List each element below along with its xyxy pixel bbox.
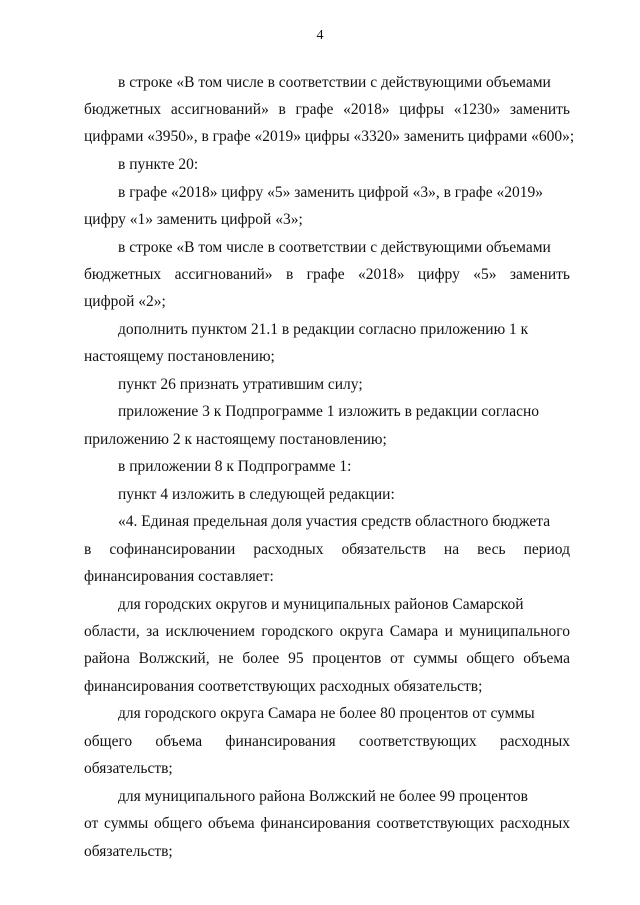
text-line: настоящему постановлению;	[84, 348, 275, 365]
text-line: в приложении 8 к Подпрограмме 1:	[118, 458, 352, 475]
text-line: в строке «В том числе в соответствии с действующими объемами	[118, 74, 551, 91]
text-line: пункт 26 признать утратившим силу;	[118, 376, 363, 393]
text-line: в пункте 20:	[118, 156, 199, 173]
text-line: финансирования составляет:	[84, 568, 274, 585]
text-line: для городского округа Самара не более 80 процентов от суммы	[118, 705, 535, 722]
text-line: приложению 2 к настоящему постановлению;	[84, 431, 387, 448]
text-line: цифру «1» заменить цифрой «3»;	[84, 211, 303, 228]
text-line: приложение 3 к Подпрограмме 1 изложить в редакции согласно	[118, 403, 540, 420]
text-line: общего объема финансирования соответствующих расходных	[84, 733, 570, 750]
text-line: цифрой «2»;	[84, 293, 166, 310]
text-line: от суммы общего объема финансирования соответствующих расходных	[84, 815, 570, 832]
text-line: бюджетных ассигнований» в графе «2018» цифру «5» заменить	[84, 266, 570, 283]
text-line: пункт 4 изложить в следующей редакции:	[118, 486, 395, 503]
text-line: обязательств;	[84, 760, 173, 777]
page-number: 4	[316, 28, 324, 43]
text-line: «4. Единая предельная доля участия средств областного бюджета	[118, 513, 551, 530]
text-line: дополнить пунктом 21.1 в редакции согласно приложению 1 к	[118, 321, 529, 338]
text-line: в строке «В том числе в соответствии с действующими объемами	[118, 239, 551, 256]
text-line: в графе «2018» цифру «5» заменить цифрой «3», в графе «2019»	[118, 184, 544, 201]
text-line: в софинансировании расходных обязательств на весь период	[84, 541, 570, 558]
text-line: области, за исключением городского округа Самара и муниципального	[84, 623, 570, 640]
text-line: района Волжский, не более 95 процентов от суммы общего объема	[84, 650, 570, 667]
text-line: обязательств;	[84, 843, 173, 860]
text-line: цифрами «3950», в графе «2019» цифры «3320» заменить цифрами «600»;	[84, 128, 575, 145]
text-line: для муниципального района Волжский не более 99 процентов	[118, 788, 528, 805]
text-line: финансирования соответствующих расходных обязательств;	[84, 678, 483, 695]
text-line: для городских округов и муниципальных районов Самарской	[118, 596, 524, 613]
text-line: бюджетных ассигнований» в графе «2018» цифры «1230» заменить	[84, 101, 570, 118]
